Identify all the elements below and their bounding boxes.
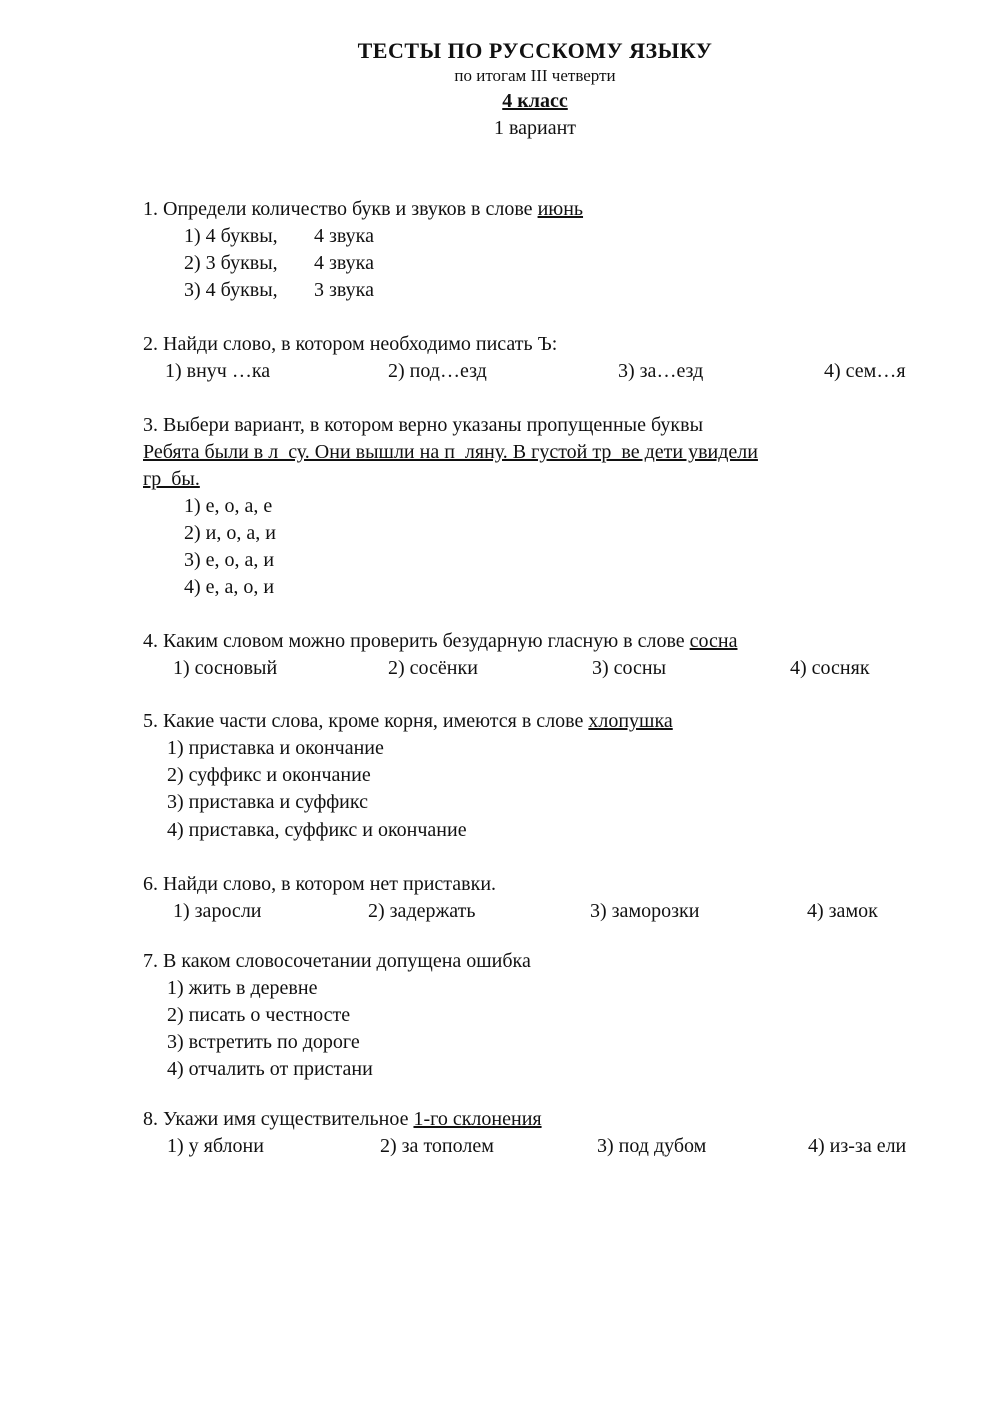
question-5-word: хлопушка (588, 710, 673, 732)
q1-option-2-sounds: 4 звука (314, 252, 374, 274)
q1-option-3-sounds: 3 звука (314, 279, 374, 301)
question-1-word: июнь (537, 198, 584, 220)
q3-option-1: 1) е, о, а, е (184, 495, 273, 517)
question-8 (143, 1106, 542, 1133)
q5-option-1: 1) приставка и окончание (167, 737, 384, 759)
question-1 (143, 196, 583, 223)
q5-option-2: 2) суффикс и окончание (167, 764, 371, 786)
q6-option-1: 1) заросли (173, 900, 262, 922)
q7-option-3: 3) встретить по дороге (167, 1031, 360, 1053)
q7-option-1: 1) жить в деревне (167, 977, 318, 999)
q5-option-3: 3) приставка и суффикс (167, 791, 368, 813)
question-8-phrase: 1-го склонения (413, 1108, 542, 1130)
page-title: ТЕСТЫ ПО РУССКОМУ ЯЗЫКУ (357, 38, 713, 63)
q1-option-3 (184, 277, 374, 304)
q4-option-2: 2) сосёнки (388, 657, 478, 679)
q2-option-1: 1) внуч …ка (165, 360, 271, 382)
q8-option-1: 1) у яблони (167, 1135, 264, 1157)
q6-option-4: 4) замок (807, 900, 878, 922)
question-6: 6. Найди слово, в котором нет приставки. (143, 873, 497, 895)
page-subtitle: по итогам III четверти (454, 66, 616, 85)
question-7: 7. В каком словосочетании допущена ошибка (143, 950, 531, 972)
q8-option-4: 4) из-за ели (808, 1135, 907, 1157)
question-5 (143, 708, 673, 735)
question-4 (143, 628, 737, 655)
q3-sentence-line-2: гр_бы. (143, 468, 200, 490)
q7-option-4: 4) отчалить от пристани (167, 1058, 373, 1080)
q4-option-1: 1) сосновый (173, 657, 278, 679)
grade-label (0, 90, 1000, 113)
question-1-text: 1. Определи количество букв и звуков в слове (143, 198, 538, 220)
q5-option-4: 4) приставка, суффикс и окончание (167, 819, 467, 841)
q1-option-3-letters: 3) 4 буквы, (184, 279, 278, 301)
q1-option-1-sounds: 4 звука (314, 225, 374, 247)
question-3: 3. Выбери вариант, в котором верно указаны пропущенные буквы (143, 414, 704, 436)
q1-option-2-letters: 2) 3 буквы, (184, 252, 278, 274)
q8-option-2: 2) за тополем (380, 1135, 494, 1157)
q4-option-3: 3) сосны (592, 657, 667, 679)
q3-option-2: 2) и, о, а, и (184, 522, 276, 544)
variant-label: 1 вариант (493, 117, 577, 139)
q4-option-4: 4) сосняк (790, 657, 870, 679)
q3-sentence-line-1: Ребята были в л_су. Они вышли на п_ляну. В густой тр_ве дети увидели (143, 441, 758, 463)
q2-option-3: 3) за…езд (618, 360, 704, 382)
question-2: 2. Найди слово, в котором необходимо писать Ъ: (143, 333, 558, 355)
q1-option-1 (184, 223, 374, 250)
q6-option-3: 3) заморозки (590, 900, 700, 922)
q2-option-4: 4) сем…я (824, 360, 906, 382)
q1-option-1-letters: 1) 4 буквы, (184, 225, 278, 247)
q3-option-3: 3) е, о, а, и (184, 549, 275, 571)
grade-text: 4 класс (502, 90, 568, 112)
q8-option-3: 3) под дубом (597, 1135, 707, 1157)
q6-option-2: 2) задержать (368, 900, 476, 922)
q3-option-4: 4) е, а, о, и (184, 576, 275, 598)
q2-option-2: 2) под…езд (388, 360, 487, 382)
question-8-text: 8. Укажи имя существительное (143, 1108, 414, 1130)
question-5-text: 5. Какие части слова, кроме корня, имеются в слове (143, 710, 589, 732)
q7-option-2: 2) писать о честносте (167, 1004, 351, 1026)
question-4-word: сосна (689, 630, 738, 652)
q1-option-2 (184, 250, 374, 277)
question-4-text: 4. Каким словом можно проверить безударную гласную в слове (143, 630, 690, 652)
